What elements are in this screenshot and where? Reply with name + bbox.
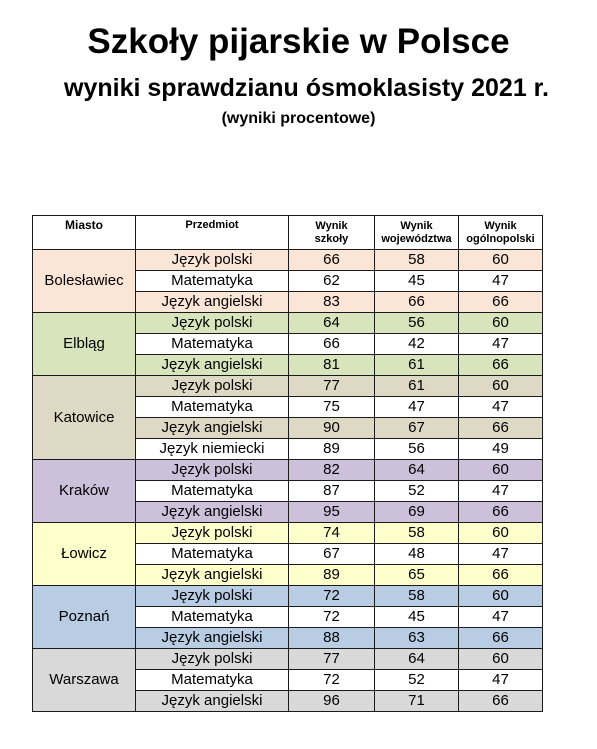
header-nat-line1: Wynik [484,219,517,232]
school-result-cell: 72 [289,586,375,607]
school-result-cell: 77 [289,376,375,397]
school-result-cell: 88 [289,628,375,649]
national-result-cell: 66 [459,628,543,649]
national-result-cell: 66 [459,565,543,586]
school-result-cell: 96 [289,691,375,712]
table-row [33,649,543,670]
city-cell: Warszawa [33,649,136,712]
voivodeship-result-cell: 48 [375,544,459,565]
school-result-cell: 66 [289,334,375,355]
national-result-cell: 66 [459,355,543,376]
voivodeship-result-cell: 52 [375,670,459,691]
city-cell: Katowice [33,376,136,460]
national-result-cell: 60 [459,376,543,397]
header-nat-line2: ogólnopolski [466,232,535,245]
voivodeship-result-cell: 66 [375,292,459,313]
voivodeship-result-cell: 58 [375,586,459,607]
school-result-cell: 74 [289,523,375,544]
subject-cell: Język angielski [136,418,289,439]
voivodeship-result-cell: 45 [375,271,459,292]
subject-cell: Matematyka [136,271,289,292]
national-result-cell: 60 [459,649,543,670]
subject-cell: Matematyka [136,334,289,355]
city-cell: Kraków [33,460,136,523]
subject-cell: Język niemiecki [136,439,289,460]
national-result-cell: 66 [459,691,543,712]
voivodeship-result-cell: 61 [375,376,459,397]
subject-cell: Język polski [136,523,289,544]
school-result-cell: 67 [289,544,375,565]
header-row [33,216,543,250]
subject-cell: Język angielski [136,502,289,523]
table-row [33,460,543,481]
table-row [33,250,543,271]
page-title: Szkoły pijarskie w Polsce [87,22,510,61]
national-result-cell: 47 [459,397,543,418]
school-result-cell: 82 [289,460,375,481]
subject-cell: Język angielski [136,355,289,376]
page-subtitle: wyniki sprawdzianu ósmoklasisty 2021 r. [64,74,549,102]
school-result-cell: 83 [289,292,375,313]
subject-cell: Język polski [136,649,289,670]
school-result-cell: 66 [289,250,375,271]
voivodeship-result-cell: 63 [375,628,459,649]
header-subject: Przedmiot [136,216,289,250]
subject-cell: Matematyka [136,670,289,691]
voivodeship-result-cell: 56 [375,439,459,460]
national-result-cell: 47 [459,607,543,628]
subject-cell: Matematyka [136,544,289,565]
city-cell: Bolesławiec [33,250,136,313]
national-result-cell: 60 [459,313,543,334]
national-result-cell: 60 [459,250,543,271]
voivodeship-result-cell: 42 [375,334,459,355]
voivodeship-result-cell: 71 [375,691,459,712]
table-row [33,376,543,397]
voivodeship-result-cell: 56 [375,313,459,334]
national-result-cell: 49 [459,439,543,460]
national-result-cell: 47 [459,334,543,355]
voivodeship-result-cell: 47 [375,397,459,418]
header-school-result [289,216,375,250]
national-result-cell: 47 [459,271,543,292]
subject-cell: Język polski [136,586,289,607]
voivodeship-result-cell: 64 [375,460,459,481]
table-row [33,586,543,607]
header-voivodeship-result [375,216,459,250]
national-result-cell: 47 [459,544,543,565]
results-table [32,215,543,712]
voivodeship-result-cell: 52 [375,481,459,502]
school-result-cell: 87 [289,481,375,502]
school-result-cell: 89 [289,565,375,586]
voivodeship-result-cell: 58 [375,523,459,544]
header-voiv-line2: województwa [381,232,452,245]
national-result-cell: 47 [459,481,543,502]
national-result-cell: 66 [459,292,543,313]
table-row [33,523,543,544]
national-result-cell: 60 [459,460,543,481]
subject-cell: Język polski [136,460,289,481]
subject-cell: Język polski [136,313,289,334]
header-voiv-line1: Wynik [400,219,433,232]
national-result-cell: 47 [459,670,543,691]
voivodeship-result-cell: 61 [375,355,459,376]
header-school-line2: szkoły [314,232,349,245]
school-result-cell: 62 [289,271,375,292]
city-cell: Elbląg [33,313,136,376]
subject-cell: Język angielski [136,691,289,712]
national-result-cell: 60 [459,586,543,607]
national-result-cell: 66 [459,502,543,523]
city-cell: Poznań [33,586,136,649]
header-school-line1: Wynik [315,219,348,232]
subject-cell: Język angielski [136,628,289,649]
school-result-cell: 72 [289,670,375,691]
school-result-cell: 64 [289,313,375,334]
header-city: Miasto [33,216,136,250]
school-result-cell: 81 [289,355,375,376]
voivodeship-result-cell: 58 [375,250,459,271]
school-result-cell: 90 [289,418,375,439]
school-result-cell: 72 [289,607,375,628]
subject-cell: Język polski [136,250,289,271]
voivodeship-result-cell: 69 [375,502,459,523]
city-cell: Łowicz [33,523,136,586]
subject-cell: Język angielski [136,565,289,586]
page-note: (wyniki procentowe) [221,110,376,127]
national-result-cell: 66 [459,418,543,439]
voivodeship-result-cell: 67 [375,418,459,439]
school-result-cell: 75 [289,397,375,418]
header-national-result [459,216,543,250]
table-row [33,313,543,334]
voivodeship-result-cell: 64 [375,649,459,670]
subject-cell: Matematyka [136,481,289,502]
table-body [33,250,543,712]
voivodeship-result-cell: 65 [375,565,459,586]
school-result-cell: 77 [289,649,375,670]
subject-cell: Język polski [136,376,289,397]
subject-cell: Matematyka [136,397,289,418]
school-result-cell: 95 [289,502,375,523]
subject-cell: Matematyka [136,607,289,628]
subject-cell: Język angielski [136,292,289,313]
national-result-cell: 60 [459,523,543,544]
school-result-cell: 89 [289,439,375,460]
voivodeship-result-cell: 45 [375,607,459,628]
